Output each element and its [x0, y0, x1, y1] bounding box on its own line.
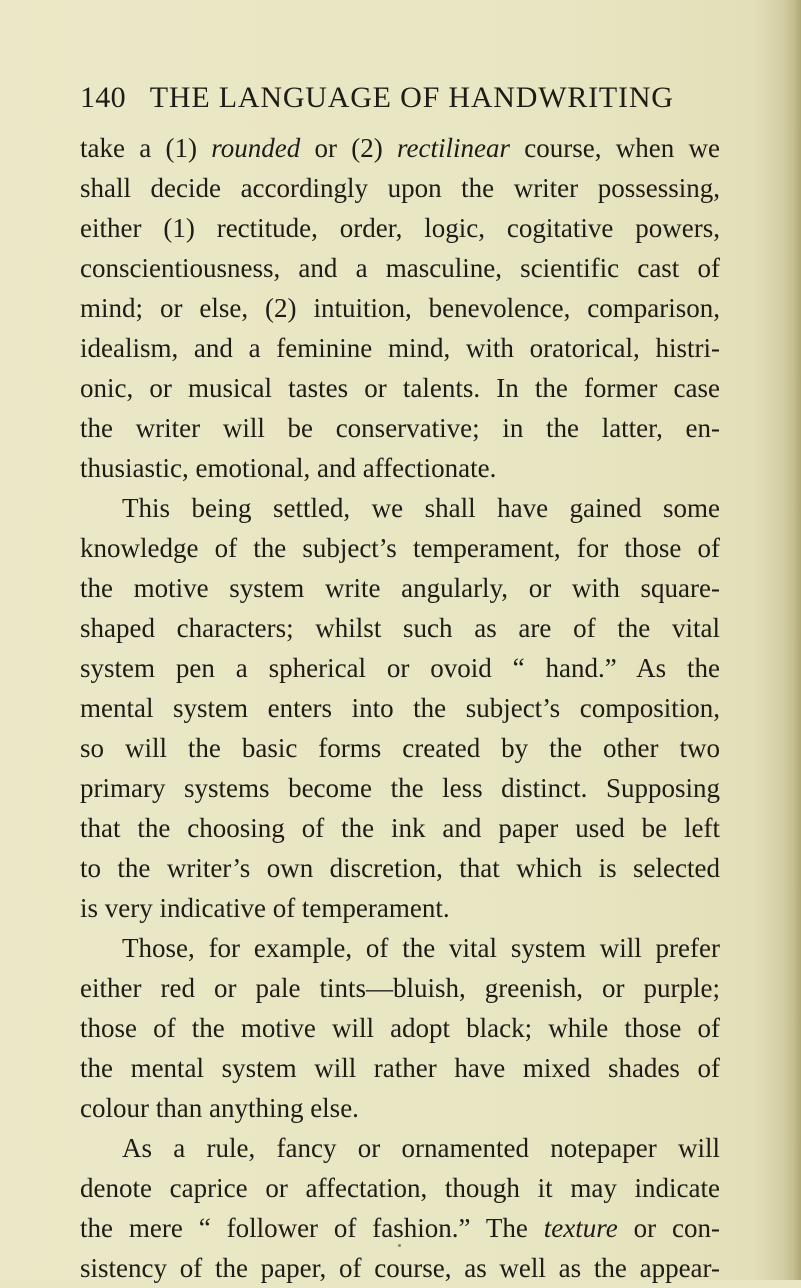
text-line [80, 248, 720, 288]
text-line [80, 568, 720, 608]
text-line [80, 968, 720, 1008]
text-segment: to the writer’s own discretion, that which is selected [80, 853, 720, 883]
text-line [80, 648, 720, 688]
text-segment: sistency of the paper, of course, as well as the appear- [80, 1253, 720, 1283]
text-segment: denote caprice or affectation, though it may indicate [80, 1173, 720, 1203]
text-line [80, 928, 720, 968]
text-line [80, 1168, 720, 1208]
page-header [80, 78, 720, 118]
text-line [80, 1128, 720, 1168]
text-segment: As a rule, fancy or ornamented notepaper will [122, 1133, 720, 1163]
text-segment: is very indicative of temperament. [80, 893, 450, 923]
text-segment: knowledge of the subject’s temperament, for those of [80, 533, 720, 563]
text-segment: either (1) rectitude, order, logic, cogitative powers, [80, 213, 720, 243]
page-number: 140 [80, 81, 126, 114]
text-segment: shall decide accordingly upon the writer possessing, [80, 173, 720, 203]
text-line [80, 1048, 720, 1088]
text-line [80, 128, 720, 168]
text-line [80, 208, 720, 248]
text-line [80, 888, 720, 928]
text-segment: those of the motive will adopt black; while those of [80, 1013, 720, 1043]
italic-text: rectilinear [397, 133, 511, 163]
text-segment: conscientiousness, and a masculine, scientific cast of [80, 253, 720, 283]
text-segment: This being settled, we shall have gained some [122, 493, 720, 523]
text-line [80, 1008, 720, 1048]
text-segment: the mere “ follower of fashion.” The [80, 1213, 544, 1243]
paper-speck [398, 1244, 401, 1247]
text-segment: so will the basic forms created by the other two [80, 733, 720, 763]
text-segment: course, when we [510, 133, 720, 163]
text-segment: either red or pale tints—bluish, greenish, or purple; [80, 973, 720, 1003]
text-line [80, 1208, 720, 1248]
running-title: THE LANGUAGE OF HANDWRITING [149, 81, 674, 114]
text-line [80, 528, 720, 568]
text-segment: or con- [617, 1213, 720, 1243]
italic-text: rounded [211, 133, 301, 163]
text-segment: take a (1) [80, 133, 212, 163]
text-segment: Those, for example, of the vital system will prefer [122, 933, 720, 963]
text-segment: mind; or else, (2) intuition, benevolence, comparison, [80, 293, 720, 323]
text-line [80, 368, 720, 408]
body-text [80, 128, 720, 1288]
text-line [80, 488, 720, 528]
text-segment: primary systems become the less distinct. Supposing [80, 773, 720, 803]
text-line [80, 328, 720, 368]
page-edge-shadow [783, 0, 801, 1280]
text-line [80, 688, 720, 728]
text-line [80, 848, 720, 888]
text-segment: mental system enters into the subject’s composition, [80, 693, 720, 723]
text-line [80, 1248, 720, 1288]
text-segment: onic, or musical tastes or talents. In the former case [80, 373, 720, 403]
italic-text: texture [543, 1213, 618, 1243]
text-line [80, 608, 720, 648]
text-line [80, 1088, 720, 1128]
text-line [80, 168, 720, 208]
text-segment: idealism, and a feminine mind, with oratorical, histri- [80, 333, 720, 363]
text-line [80, 808, 720, 848]
text-line [80, 768, 720, 808]
text-segment: colour than anything else. [80, 1093, 359, 1123]
text-segment: the motive system write angularly, or with square- [80, 573, 720, 603]
text-segment: the mental system will rather have mixed shades of [80, 1053, 720, 1083]
text-segment: shaped characters; whilst such as are of the vital [80, 613, 720, 643]
text-segment: that the choosing of the ink and paper used be left [80, 813, 720, 843]
text-segment: the writer will be conservative; in the latter, en- [80, 413, 720, 443]
text-segment: system pen a spherical or ovoid “ hand.” As the [80, 653, 720, 683]
text-line [80, 288, 720, 328]
text-line [80, 408, 720, 448]
text-segment: thusiastic, emotional, and affectionate. [80, 453, 497, 483]
text-segment: or (2) [300, 133, 398, 163]
text-line [80, 448, 720, 488]
text-line [80, 728, 720, 768]
